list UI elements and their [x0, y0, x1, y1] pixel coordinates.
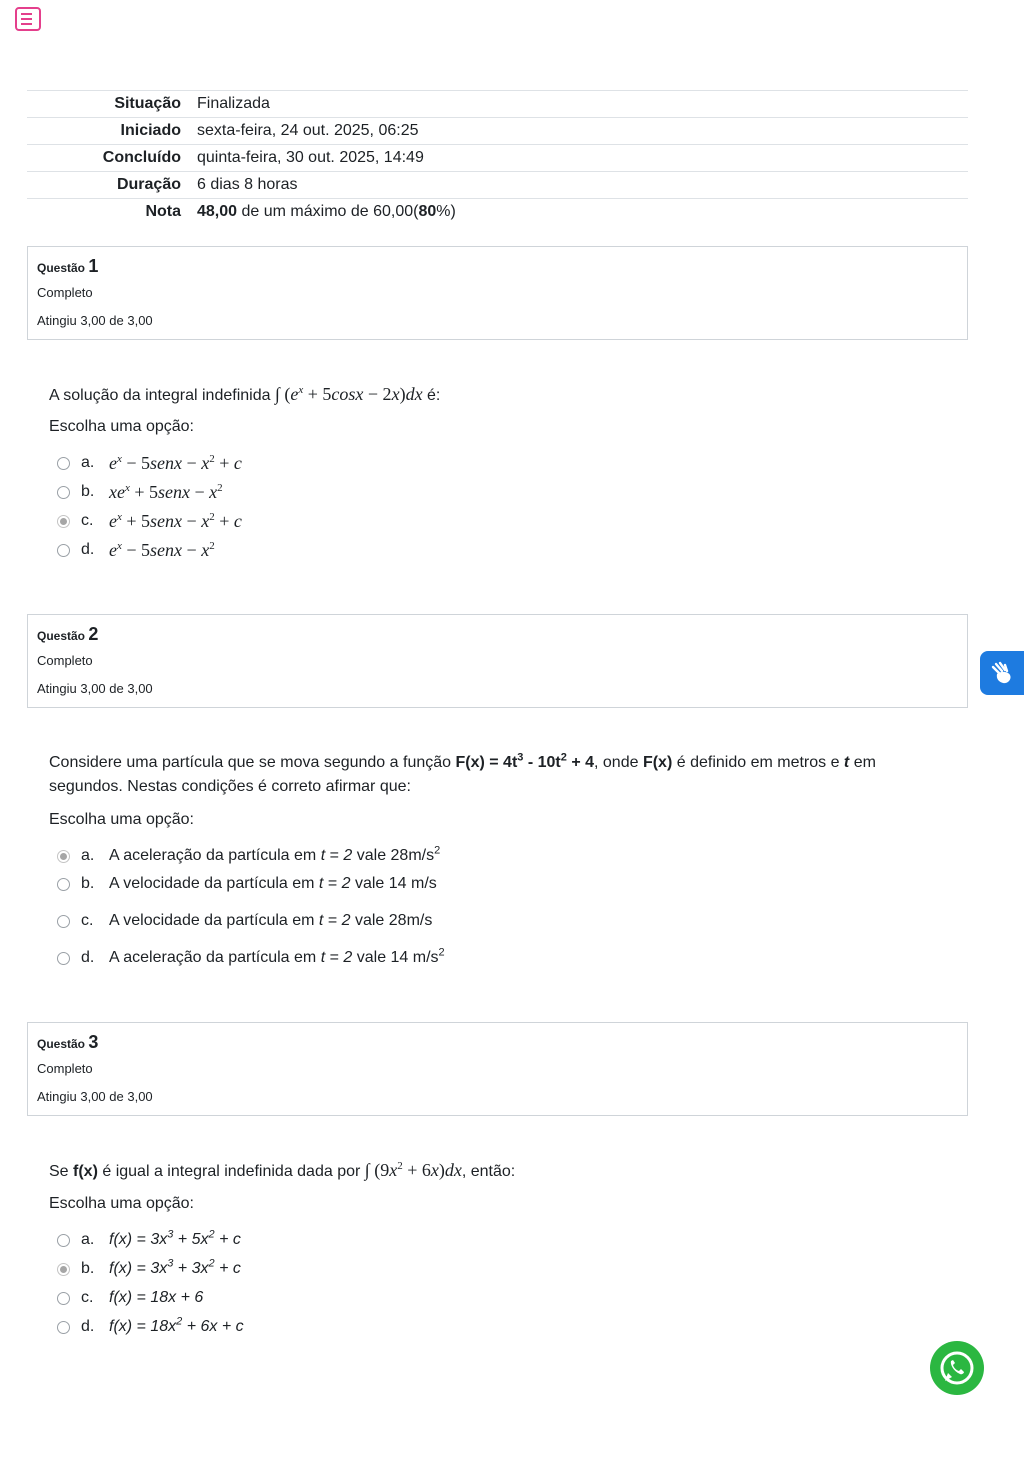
summary-value: sexta-feira, 24 out. 2025, 06:25	[197, 118, 968, 145]
hand-sign-language-icon	[988, 659, 1016, 687]
radio-button-selected[interactable]	[57, 850, 70, 863]
question-state: Completo	[37, 653, 93, 668]
summary-row-grade	[27, 199, 968, 226]
list-menu-icon	[21, 13, 32, 15]
answer-option-2d[interactable]: d. A aceleração da partícula em t = 2 vale 14 $m/s^2$	[57, 947, 445, 969]
radio-button[interactable]	[57, 1292, 70, 1305]
answer-prompt: Escolha uma opção:	[49, 418, 194, 435]
summary-label: Concluído	[27, 145, 197, 172]
answer-option-3c[interactable]: c. f(x) = 18x + 6	[57, 1287, 203, 1309]
radio-button[interactable]	[57, 544, 70, 557]
answer-prompt: Escolha uma opção:	[49, 1195, 194, 1212]
summary-row-started	[27, 118, 968, 145]
answer-option-1a[interactable]: a. $e^x$ − 5senx − $x^2 + c$	[57, 452, 242, 474]
question-number: Questão 3	[37, 1032, 99, 1052]
answer-option-1d[interactable]: d. $e^x$ − 5senx − $x^2$	[57, 539, 215, 561]
summary-value: 48,00 de um máximo de 60,00(80%)	[197, 199, 968, 226]
answer-option-2c[interactable]: c. A velocidade da partícula em t = 2 vale 28m/s	[57, 910, 432, 932]
question-info-3	[27, 1022, 968, 1116]
radio-button-selected[interactable]	[57, 1263, 70, 1276]
radio-button[interactable]	[57, 952, 70, 965]
question-state: Completo	[37, 1061, 93, 1076]
question-grade: Atingiu 3,00 de 3,00	[37, 1089, 153, 1104]
answer-option-3a[interactable]: a. $f(x) = 3x^3 + 5x^2 + c$	[57, 1229, 241, 1251]
summary-value: quinta-feira, 30 out. 2025, 14:49	[197, 145, 968, 172]
radio-button[interactable]	[57, 915, 70, 928]
quiz-navigation-button[interactable]	[15, 7, 41, 31]
summary-row-status	[27, 91, 968, 118]
whatsapp-icon	[937, 1348, 977, 1388]
answer-option-3d[interactable]: d. $f(x) = 18x^2 + 6x + c$	[57, 1316, 244, 1338]
radio-button[interactable]	[57, 1234, 70, 1247]
question-info-1	[27, 246, 968, 340]
summary-value: Finalizada	[197, 91, 968, 118]
question-text-1: A solução da integral indefinida ∫ $(e^x + 5\cos x - 2x)dx$ é:	[49, 384, 441, 404]
question-grade: Atingiu 3,00 de 3,00	[37, 681, 153, 696]
summary-label: Duração	[27, 172, 197, 199]
radio-button[interactable]	[57, 1321, 70, 1334]
summary-label: Nota	[27, 199, 197, 226]
radio-button[interactable]	[57, 457, 70, 470]
sign-language-button[interactable]	[980, 651, 1024, 695]
question-info-2	[27, 614, 968, 708]
summary-value: 6 dias 8 horas	[197, 172, 968, 199]
question-number: Questão 2	[37, 624, 99, 644]
question-state: Completo	[37, 285, 93, 300]
answer-option-1b[interactable]: b. $xe^x$ + 5senx − $x^2$	[57, 481, 223, 503]
question-number: Questão 1	[37, 256, 99, 276]
question-text-2: Considere uma partícula que se mova segundo a função $F(x) = 4t^3 - 10t^2 + 4$, onde F(x) é definido em metros e t em segundos. Nestas condições é correto afirmar que:	[49, 751, 876, 795]
radio-button[interactable]	[57, 878, 70, 891]
answer-option-3b[interactable]: b. $f(x) = 3x^3 + 3x^2 + c$	[57, 1258, 241, 1280]
question-text-3: Se f(x) é igual a integral indefinida dada por ∫ $(9x^2 + 6x)dx$, então:	[49, 1160, 516, 1180]
attempt-summary-table	[27, 90, 968, 225]
answer-option-2b[interactable]: b. A velocidade da partícula em t = 2 vale 14 m/s	[57, 873, 437, 895]
radio-button-selected[interactable]	[57, 515, 70, 528]
summary-label: Iniciado	[27, 118, 197, 145]
answer-option-2a[interactable]: a. A aceleração da partícula em t = 2 vale $28m/s^2$	[57, 845, 440, 867]
whatsapp-button[interactable]	[930, 1341, 984, 1395]
summary-row-completed	[27, 145, 968, 172]
question-grade: Atingiu 3,00 de 3,00	[37, 313, 153, 328]
summary-label: Situação	[27, 91, 197, 118]
answer-prompt: Escolha uma opção:	[49, 811, 194, 828]
radio-button[interactable]	[57, 486, 70, 499]
summary-row-duration	[27, 172, 968, 199]
answer-option-1c[interactable]: c. $e^x$ + 5senx − $x^2 + c$	[57, 510, 242, 532]
